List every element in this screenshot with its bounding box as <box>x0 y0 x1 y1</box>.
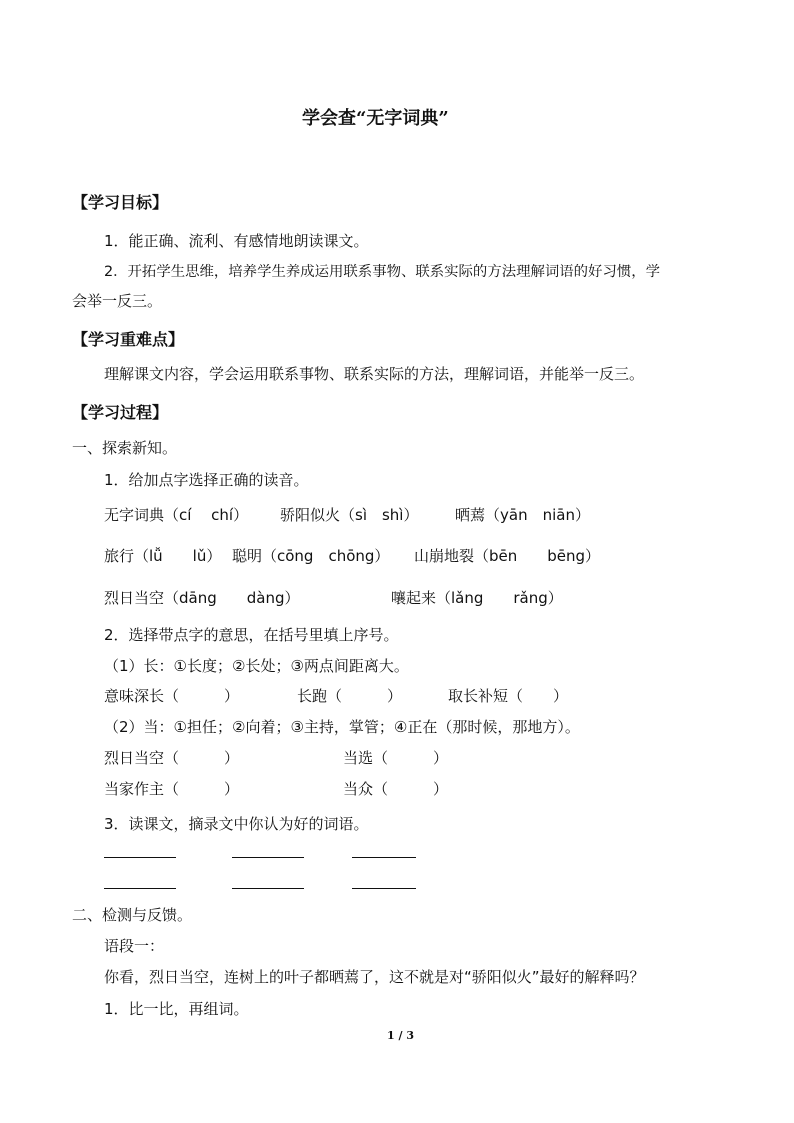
dang-item: 当选（ ） <box>343 749 449 767</box>
answer-blank <box>232 857 304 858</box>
goal-item-2-line2: 会举一反三。 <box>72 292 163 310</box>
answer-blank <box>352 888 416 889</box>
goal-item-2-line1: 2．开拓学生思维，培养学生养成运用联系事物、联系实际的方法理解词语的好习惯，学 <box>104 264 661 280</box>
pinyin-item: 山崩地裂（bēn bēng） <box>414 547 601 565</box>
pinyin-item: 晒蔫（yān niān） <box>455 506 590 524</box>
part2-title: 二、检测与反馈。 <box>72 906 193 924</box>
chang-item: 取长补短（ ） <box>448 687 569 705</box>
pinyin-item: 旅行（lǚ lǔ） <box>104 547 222 565</box>
chang-item: 长跑（ ） <box>297 687 403 705</box>
pinyin-item: 无字词典（cí chí） <box>104 506 249 524</box>
answer-blank <box>104 888 176 889</box>
passage-text: 你看，烈日当空，连树上的叶子都晒蔫了，这不就是对“骄阳似火”最好的解释吗？ <box>104 968 645 986</box>
question-compare: 1．比一比，再组词。 <box>104 1000 249 1018</box>
dang-definition: （2）当：①担任；②向着；③主持，掌管；④正在（那时候，那地方）。 <box>104 718 580 736</box>
answer-blank <box>352 857 416 858</box>
process-heading: 【学习过程】 <box>72 403 169 422</box>
pinyin-item: 聪明（cōng chōng） <box>232 547 390 565</box>
page-number: 1 / 3 <box>387 1029 414 1042</box>
goals-heading: 【学习目标】 <box>72 193 169 212</box>
pinyin-item: 嚷起来（lǎng rǎng） <box>391 589 563 607</box>
question-1: 1．给加点字选择正确的读音。 <box>104 471 309 489</box>
chang-definition: （1）长：①长度；②长处；③两点间距离大。 <box>104 657 409 675</box>
chang-item: 意味深长（ ） <box>104 687 240 705</box>
dang-item: 当众（ ） <box>343 780 449 798</box>
pinyin-item: 烈日当空（dāng dàng） <box>104 589 300 607</box>
key-points-text: 理解课文内容，学会运用联系事物、联系实际的方法，理解词语，并能举一反三。 <box>104 365 645 383</box>
pinyin-item: 骄阳似火（sì shì） <box>280 506 419 524</box>
passage-label: 语段一： <box>104 937 165 955</box>
dang-item: 当家作主（ ） <box>104 780 240 798</box>
question-2: 2．选择带点字的意思，在括号里填上序号。 <box>104 626 399 644</box>
dang-item: 烈日当空（ ） <box>104 749 240 767</box>
page-title: 学会查“无字词典” <box>302 108 449 129</box>
key-points-heading: 【学习重难点】 <box>72 330 185 349</box>
question-3: 3．读课文，摘录文中你认为好的词语。 <box>104 815 369 833</box>
goal-item-1: 1．能正确、流利、有感情地朗读课文。 <box>104 232 369 250</box>
answer-blank <box>232 888 304 889</box>
part1-title: 一、探索新知。 <box>72 439 178 457</box>
answer-blank <box>104 857 176 858</box>
